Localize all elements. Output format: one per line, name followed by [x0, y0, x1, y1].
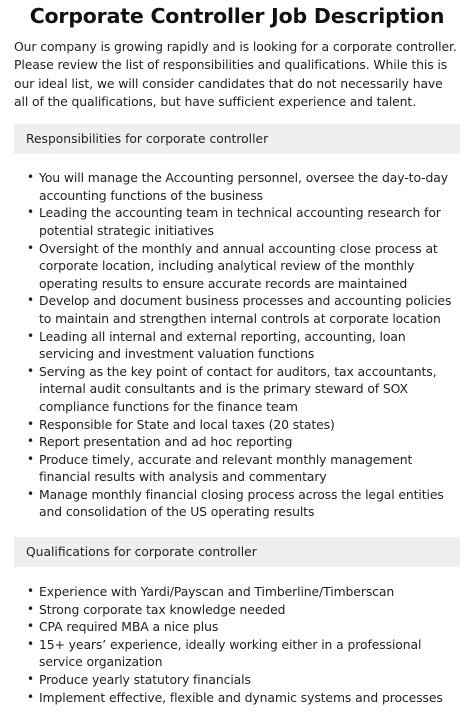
list-item-text: Serving as the key point of contact for auditors, tax accountants, internal audit consultants and is the primary steward of SOX compliance functions for the finance team: [39, 363, 437, 414]
list-item-text: CPA required MBA a nice plus: [39, 619, 219, 635]
bullet-icon: •: [27, 205, 34, 220]
list-item: [14, 292, 460, 327]
responsibilities-heading: Responsibilities for corporate controller: [14, 124, 460, 154]
qualifications-list: [14, 583, 460, 706]
bullet-icon: •: [27, 240, 34, 255]
bullet-icon: •: [27, 170, 34, 185]
bullet-icon: •: [27, 636, 34, 651]
list-item: [14, 618, 460, 636]
bullet-icon: •: [27, 601, 34, 616]
list-item: [14, 451, 460, 486]
list-item-text: Manage monthly financial closing process across the legal entities and consolidation of the US operating results: [39, 486, 444, 520]
list-item-text: Develop and document business processes and accounting policies to maintain and strengthen internal controls at corporate location: [39, 293, 452, 326]
list-item: [14, 416, 460, 434]
bullet-icon: •: [27, 619, 34, 634]
list-item: [14, 204, 460, 239]
list-item: [14, 363, 460, 416]
list-item: [14, 583, 460, 601]
list-item-text: Leading the accounting team in technical accounting research for potential strategic initiatives: [39, 205, 441, 238]
page-title: Corporate Controller Job Description: [29, 4, 445, 28]
intro-paragraph: Our company is growing rapidly and is looking for a corporate controller. Please review the list of responsibilities and qualifications. While this is our ideal list, we will consider candidates that do not necessarily have all of the qualifications, but have sufficient experience and talent.: [14, 39, 457, 109]
list-item: [14, 636, 460, 671]
responsibilities-list: [14, 169, 460, 521]
bullet-icon: •: [27, 293, 34, 308]
list-item-text: Produce timely, accurate and relevant monthly management financial results with analysis and commentary: [39, 451, 413, 485]
list-item-text: Strong corporate tax knowledge needed: [39, 601, 286, 617]
list-item: [14, 328, 460, 363]
qualifications-heading: Qualifications for corporate controller: [14, 537, 460, 567]
list-item: [14, 671, 460, 689]
list-item-text: Implement effective, flexible and dynamic systems and processes: [39, 689, 443, 705]
list-item-text: Experience with Yardi/Payscan and Timberline/Timberscan: [39, 584, 395, 600]
list-item: [14, 169, 460, 204]
list-item: [14, 433, 460, 451]
list-item-text: Responsible for State and local taxes (20 states): [39, 416, 335, 432]
bullet-icon: •: [27, 486, 34, 501]
bullet-icon: •: [27, 451, 34, 466]
list-item: [14, 689, 460, 707]
bullet-icon: •: [27, 328, 34, 343]
bullet-icon: •: [27, 363, 34, 378]
list-item: [14, 486, 460, 521]
list-item: [14, 601, 460, 619]
list-item-text: Produce yearly statutory financials: [39, 672, 251, 688]
bullet-icon: •: [27, 584, 34, 599]
list-item-text: Report presentation and ad hoc reporting: [39, 434, 293, 450]
list-item-text: Oversight of the monthly and annual accounting close process at corporate location, including analytical review of the monthly operating results to ensure accurate records are maintained: [39, 240, 438, 291]
list-item-text: You will manage the Accounting personnel, oversee the day-to-day accounting functions of the business: [39, 170, 449, 203]
bullet-icon: •: [27, 672, 34, 687]
list-item: [14, 240, 460, 293]
bullet-icon: •: [27, 416, 34, 431]
list-item-text: 15+ years’ experience, ideally working either in a professional service organization: [39, 636, 422, 670]
bullet-icon: •: [27, 689, 34, 704]
list-item-text: Leading all internal and external reporting, accounting, loan servicing and investment valuation functions: [39, 328, 406, 362]
bullet-icon: •: [27, 434, 34, 449]
